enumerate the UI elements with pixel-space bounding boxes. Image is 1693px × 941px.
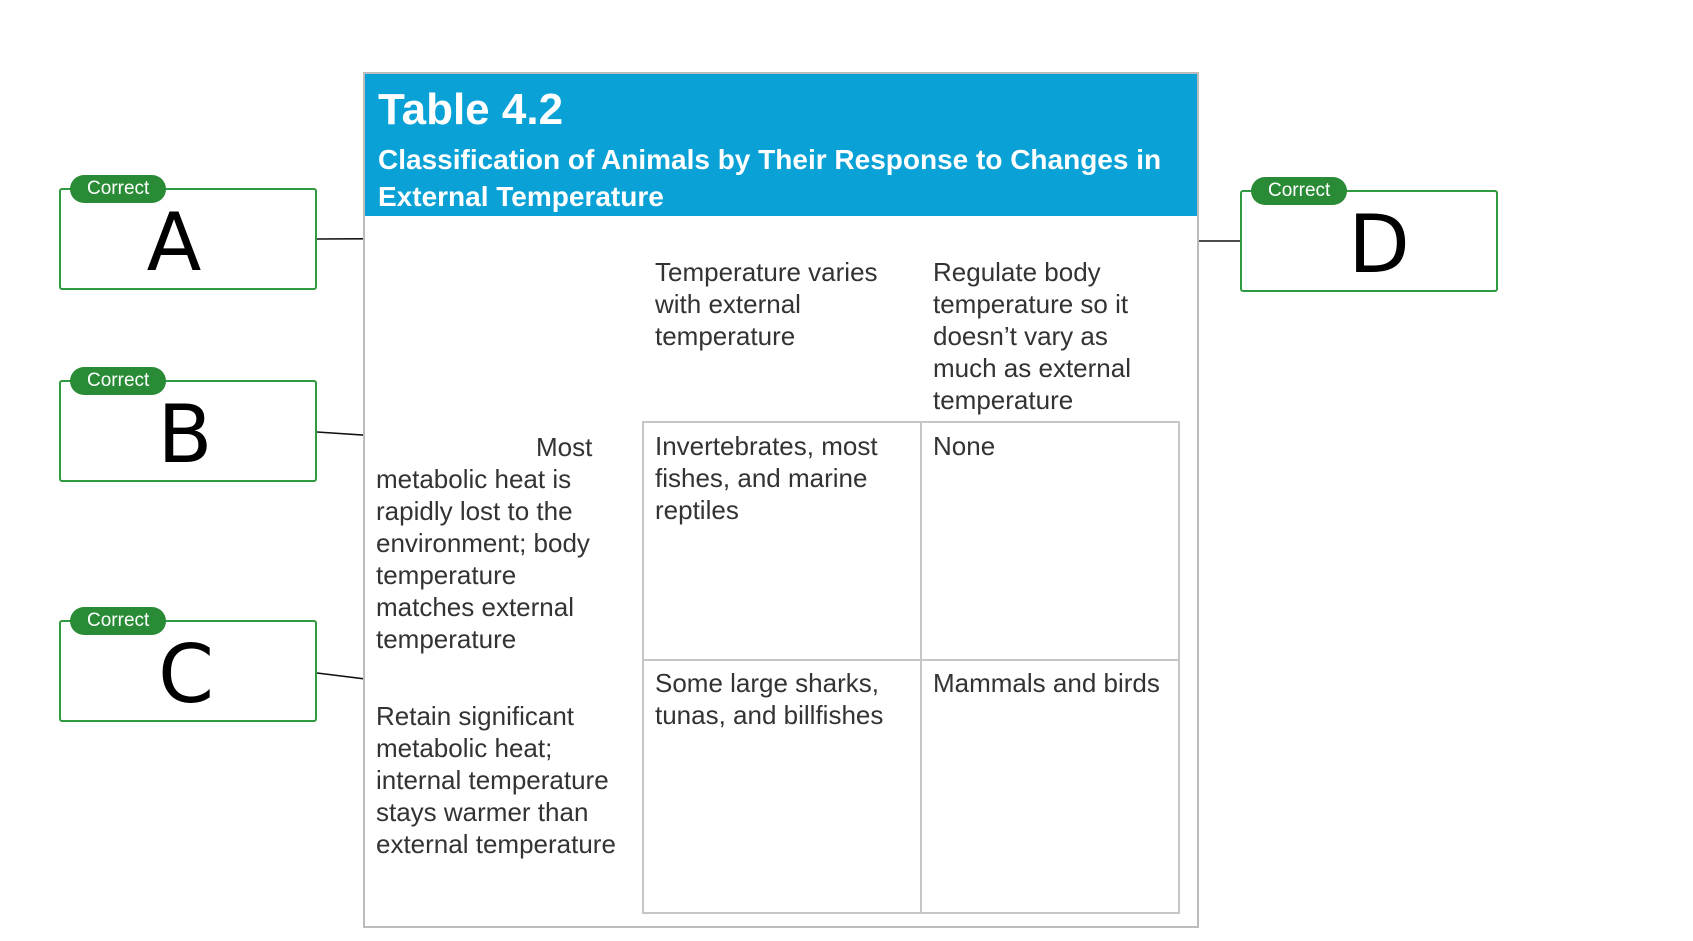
table-cell: Some large sharks, tunas, and billfishes: [655, 668, 884, 730]
correct-badge: Correct: [70, 367, 166, 395]
table-figure: [363, 72, 1199, 928]
row-header-heat-retained: Retain significant metabolic heat; internal temperature stays warmer than external temperature: [376, 701, 616, 859]
correct-badge: Correct: [70, 175, 166, 203]
table-caption: Classification of Animals by Their Response to Changes in External Temperature: [378, 144, 1162, 212]
answer-letter: B: [157, 388, 213, 481]
table-cell: Mammals and birds: [933, 668, 1160, 698]
drop-zone-c[interactable]: [59, 610, 317, 722]
grid-divider-horizontal: [644, 659, 1178, 661]
drop-zone-a[interactable]: [59, 178, 317, 290]
correct-badge: Correct: [70, 607, 166, 635]
drop-zone-d[interactable]: [1240, 180, 1498, 292]
answer-letter: C: [158, 628, 214, 721]
column-header-varies: Temperature varies with external temperature: [655, 257, 878, 351]
table-header: [365, 74, 1197, 216]
table-number: Table 4.2: [378, 85, 564, 134]
column-header-regulate: Regulate body temperature so it doesn’t vary as much as external temperature: [933, 257, 1131, 415]
grid-divider-vertical: [920, 423, 922, 912]
row-header-heat-lost: Most metabolic heat is rapidly lost to the environment; body temperature matches external temperature: [376, 432, 593, 654]
answer-letter: D: [1348, 198, 1410, 291]
table-cell: None: [933, 431, 996, 461]
drop-zone-b[interactable]: [59, 370, 317, 482]
table-cell: Invertebrates, most fishes, and marine reptiles: [655, 431, 878, 525]
answer-letter: A: [146, 196, 202, 289]
correct-badge: Correct: [1251, 177, 1347, 205]
